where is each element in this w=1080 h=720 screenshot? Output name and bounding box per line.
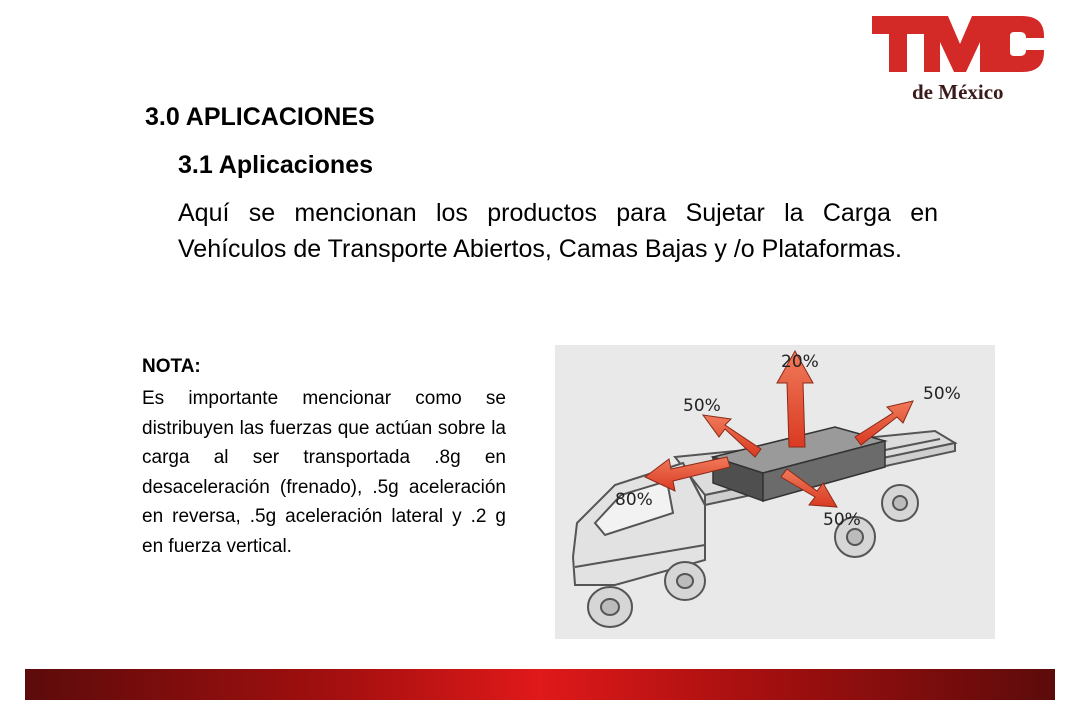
note-body: Es importante mencionar como se distribuyen las fuerzas que actúan sobre la carga al ser transportada .8g en desaceleración (frenado), .5g aceleración en reversa, .5g aceleración lateral y .2 g en fuerza vertical. bbox=[142, 388, 506, 557]
footer-bar bbox=[25, 669, 1055, 700]
intro-paragraph: Aquí se mencionan los productos para Sujetar la Carga en Vehículos de Transporte Abiertos, Camas Bajas y /o Plataformas. bbox=[178, 199, 938, 263]
truck-illustration bbox=[555, 345, 995, 639]
label-rear: 50% bbox=[683, 396, 721, 416]
label-lateral: 50% bbox=[923, 384, 961, 404]
note-title: NOTA: bbox=[142, 356, 201, 377]
tmc-logo bbox=[872, 10, 1047, 102]
label-front: 80% bbox=[615, 490, 653, 510]
logo-subtitle: de México bbox=[912, 80, 1004, 104]
label-side: 50% bbox=[823, 510, 861, 530]
cargo-forces-figure bbox=[555, 345, 995, 639]
section-heading: 3.0 APLICACIONES bbox=[145, 103, 375, 131]
subsection-heading: 3.1 Aplicaciones bbox=[178, 151, 373, 179]
tmc-logo-mark bbox=[872, 10, 1047, 82]
label-vertical: 20% bbox=[781, 352, 819, 372]
